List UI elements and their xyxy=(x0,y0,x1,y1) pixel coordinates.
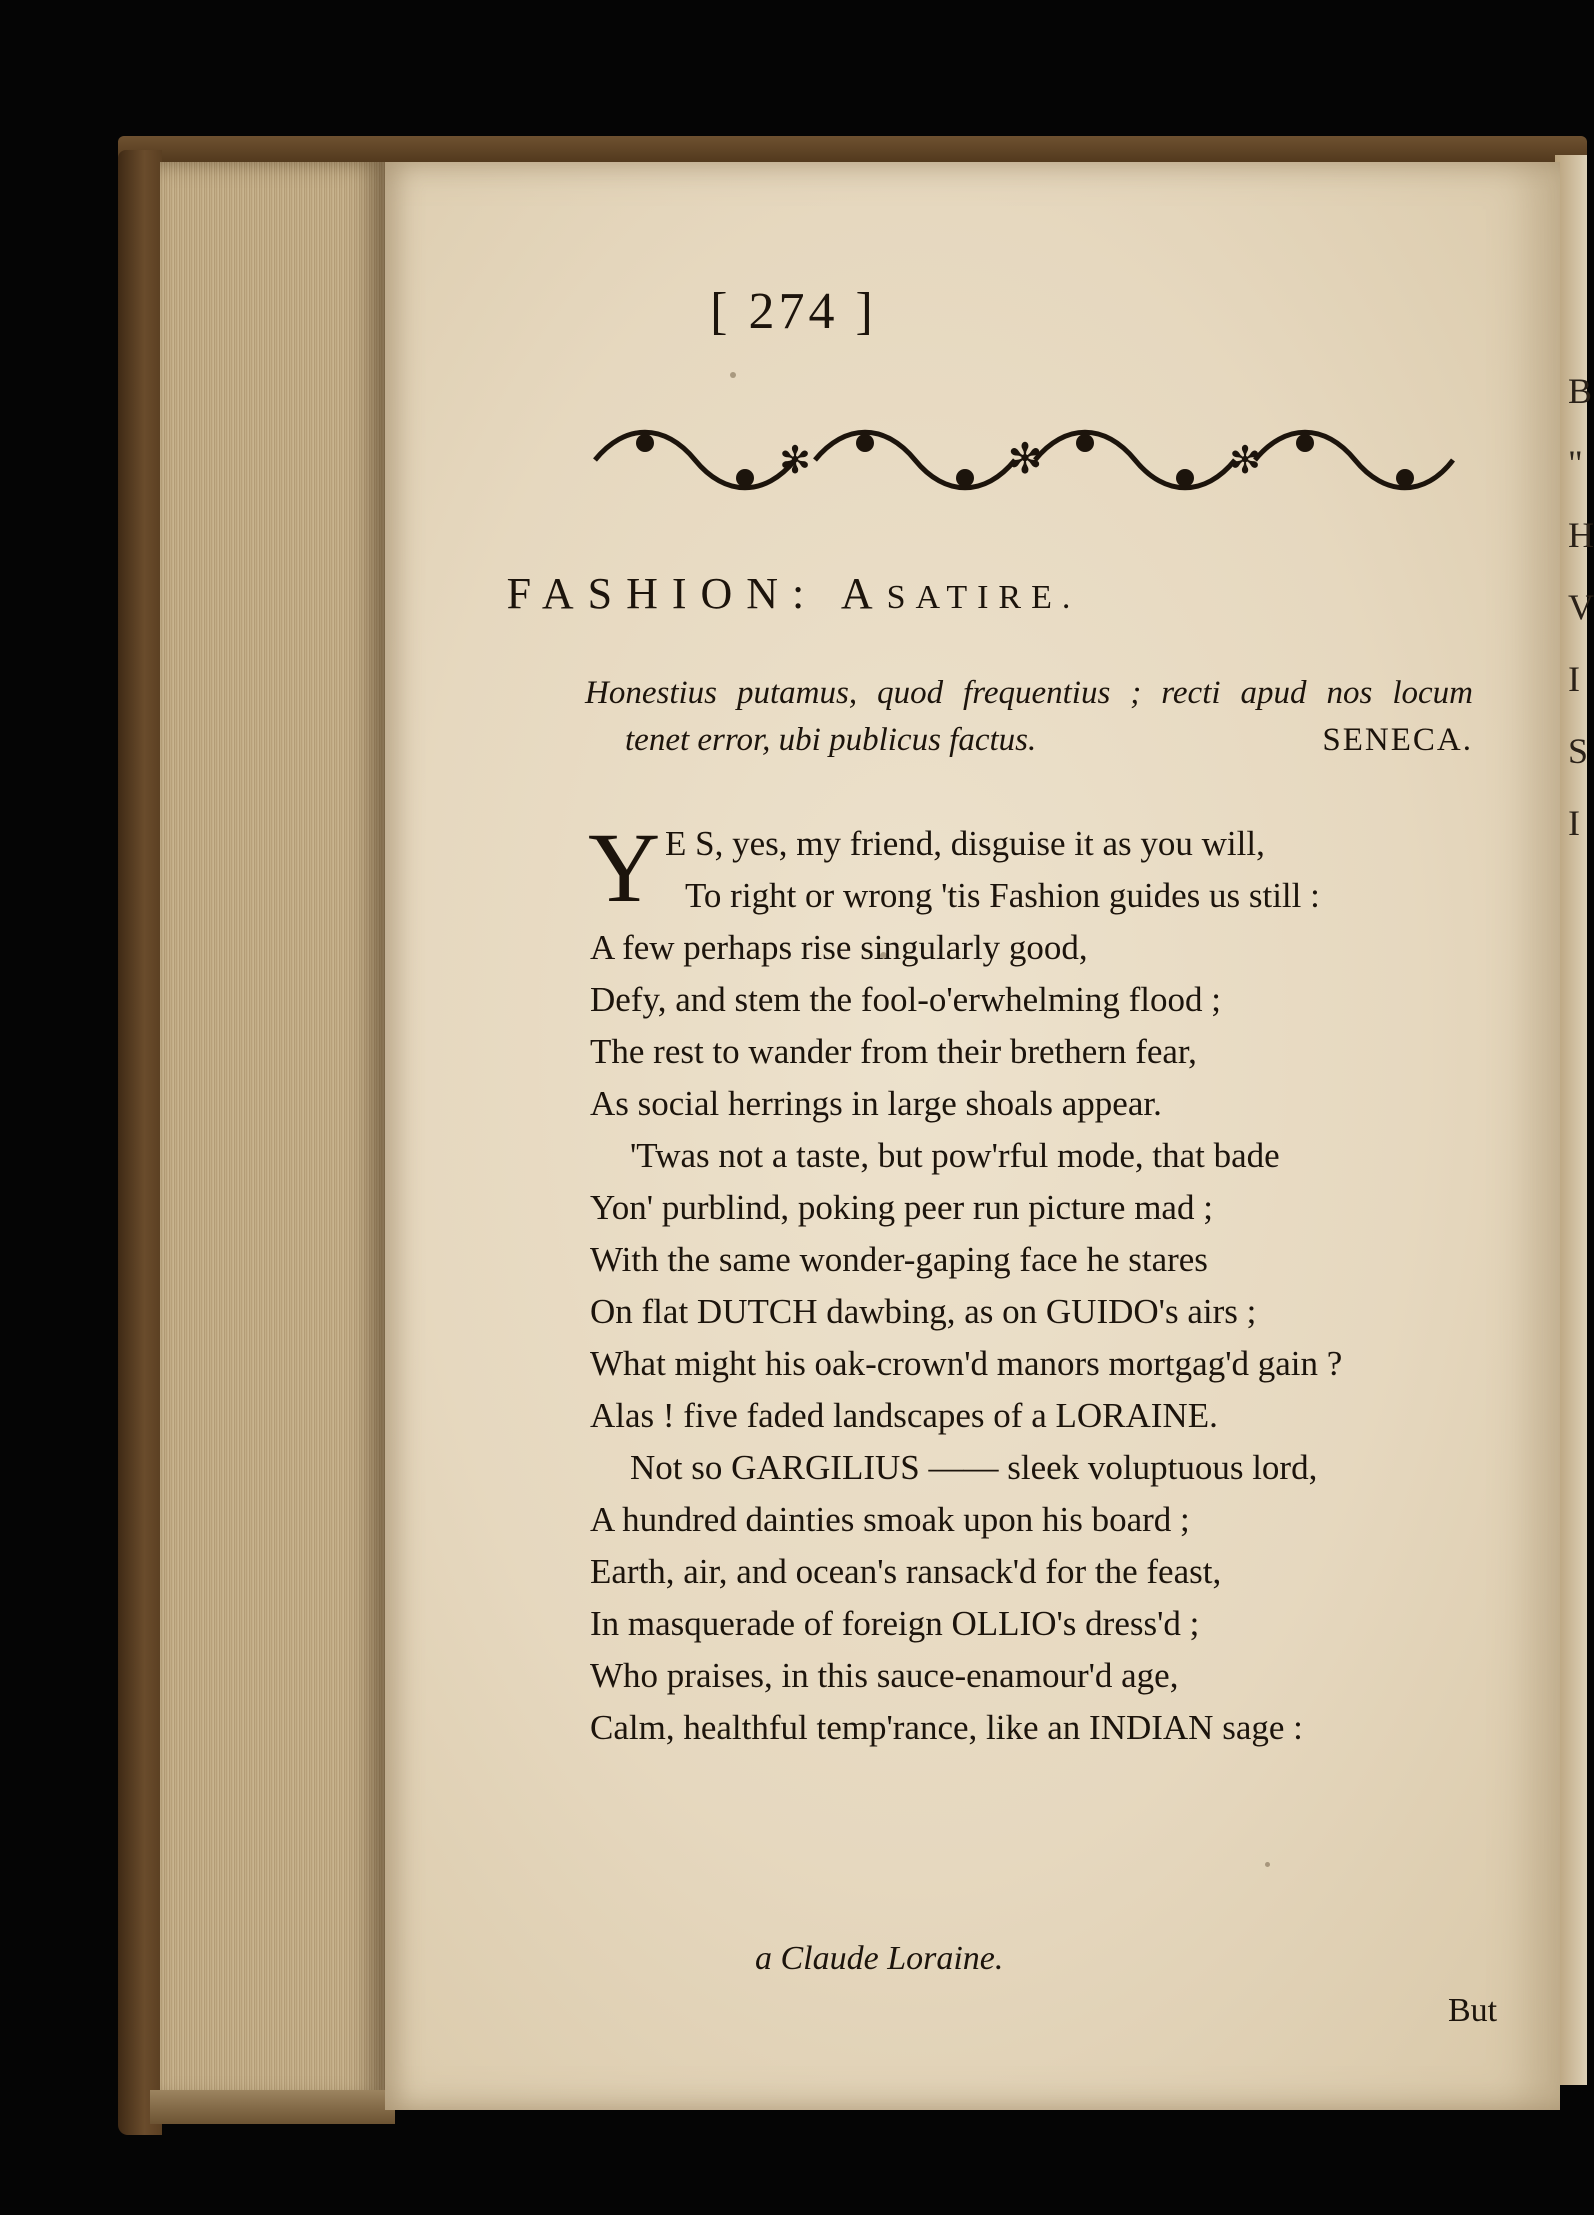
epigraph-attribution: SENECA. xyxy=(1322,722,1473,758)
verse-line-4: Defy, and stem the fool-o'erwhelming flood ; xyxy=(590,980,1221,1019)
epigraph-line-2 xyxy=(585,722,1473,759)
epigraph-text: tenet error, ubi publicus factus. xyxy=(625,722,1037,758)
verse-line-17: Who praises, in this sauce-enamour'd age, xyxy=(590,1656,1179,1695)
verse-line-6: As social herrings in large shoals appear. xyxy=(590,1084,1162,1123)
page-edges xyxy=(160,162,385,2102)
facing-page-letter: H xyxy=(1568,515,1594,555)
page-edges-bottom xyxy=(150,2090,395,2124)
svg-text:✻: ✻ xyxy=(1229,438,1261,482)
facing-page-letter: I xyxy=(1568,803,1580,843)
facing-page-letter: V xyxy=(1568,587,1594,627)
verse-line-10: On flat DUTCH dawbing, as on GUIDO's airs ; xyxy=(590,1292,1257,1331)
verse-line-9: With the same wonder-gaping face he stares xyxy=(590,1240,1208,1279)
verse-line-8: Yon' purblind, poking peer run picture mad ; xyxy=(590,1188,1213,1227)
svg-text:✻: ✻ xyxy=(779,438,811,482)
verse-line-15: Earth, air, and ocean's ransack'd for the feast, xyxy=(590,1552,1222,1591)
poem-title xyxy=(0,568,1587,619)
title-sub-rest: SATIRE. xyxy=(886,579,1081,616)
catchword: But xyxy=(1448,1992,1498,2029)
verse-line-3: A few perhaps rise singularly good, xyxy=(590,928,1088,967)
epigraph-line-1: Honestius putamus, quod frequentius ; recti apud nos locum xyxy=(585,675,1473,711)
page-number: [ 274 ] xyxy=(710,283,877,340)
verse-line-16: In masquerade of foreign OLLIO's dress'd ; xyxy=(590,1604,1200,1643)
footnote: a Claude Loraine. xyxy=(755,1940,1004,1977)
verse-line-13: Not so GARGILIUS —— sleek voluptuous lord, xyxy=(630,1448,1318,1487)
facing-page-letter: " xyxy=(1568,443,1583,483)
verse-line-1: E S, yes, my friend, disguise it as you will, xyxy=(665,824,1265,863)
verse-line-18: Calm, healthful temp'rance, like an INDIAN sage : xyxy=(590,1708,1303,1747)
book-cover-spine xyxy=(118,150,162,2135)
verse-line-5: The rest to wander from their brethern fear, xyxy=(590,1032,1197,1071)
title-main: FASHION: xyxy=(506,569,819,618)
verse-line-12: Alas ! five faded landscapes of a LORAINE. xyxy=(590,1396,1218,1435)
decorative-ornament-band xyxy=(585,418,1463,502)
verse-line-14: A hundred dainties smoak upon his board ; xyxy=(590,1500,1190,1539)
facing-page-letter: B xyxy=(1568,371,1593,411)
verse-line-2: To right or wrong 'tis Fashion guides us still : xyxy=(685,876,1320,915)
drop-cap: Y xyxy=(588,812,661,923)
verse-line-11: What might his oak-crown'd manors mortgag'd gain ? xyxy=(590,1344,1343,1383)
title-sub-initial: A xyxy=(840,569,887,618)
verse-line-7: 'Twas not a taste, but pow'rful mode, that bade xyxy=(630,1136,1280,1175)
facing-page-letter: I xyxy=(1568,659,1580,699)
svg-text:✻: ✻ xyxy=(1007,434,1043,483)
facing-page-letter: S xyxy=(1568,731,1589,771)
